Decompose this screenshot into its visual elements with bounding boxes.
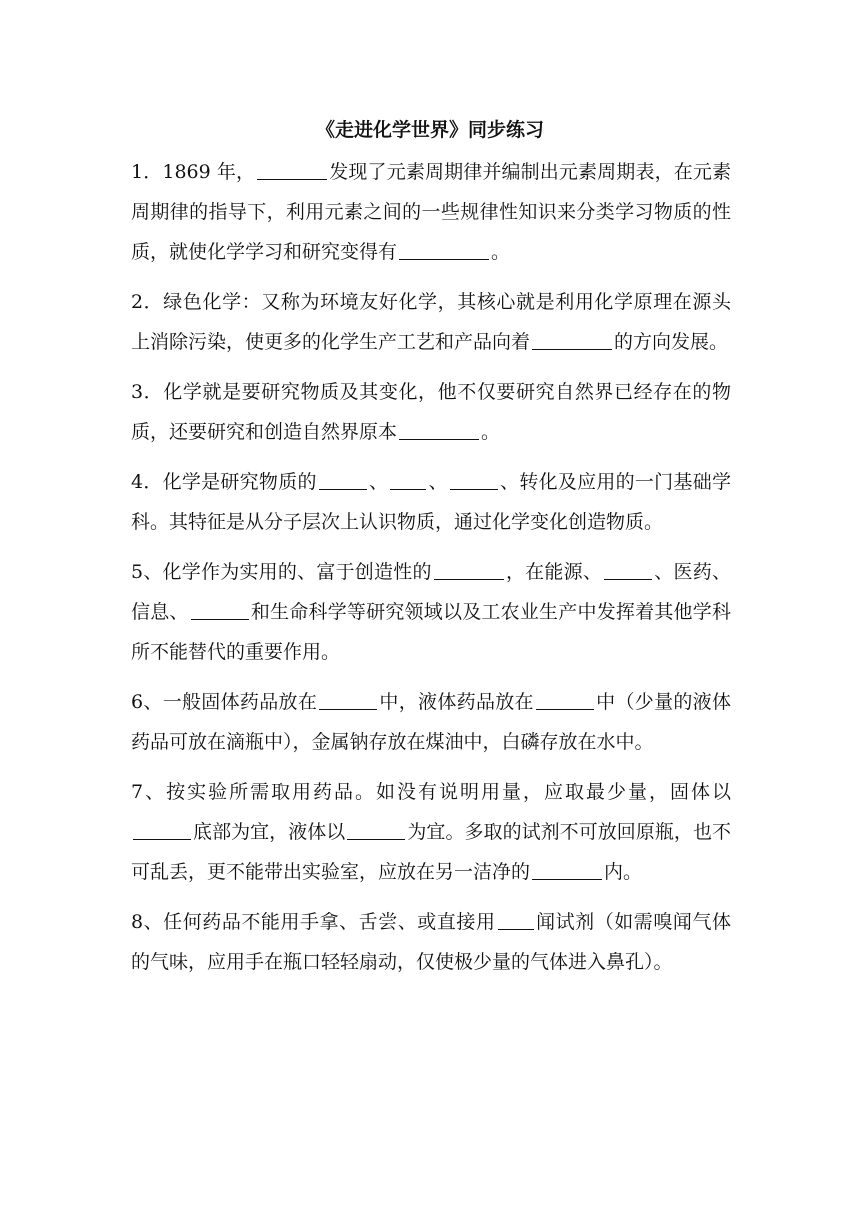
question-text: 1．1869 年， [131, 161, 256, 183]
question-text: 中（少量的液体药品可放在滴瓶中），金属钠存放在煤油中，白磷存放在水中。 [131, 691, 731, 753]
answer-blank[interactable] [604, 561, 652, 580]
question-text: 2．绿色化学：又称为环境友好化学，其核心就是利用化学原理在源头上消除污染，使更多的化学生产工艺和产品向着 [131, 291, 731, 353]
question-4 [131, 462, 731, 542]
question-2 [131, 282, 731, 362]
question-text: 8、任何药品不能用手拿、舌尝、或直接用 [131, 911, 496, 933]
page-title: 《走进化学世界》同步练习 [315, 119, 544, 141]
question-1 [131, 152, 731, 272]
question-text: 发现了元素周期律并编制出元素周期表，在元素周期律的指导下，利用元素之间的一些规律性知识来分类学习物质的性质，就使化学学习和研究变得有 [131, 161, 731, 263]
answer-blank[interactable] [319, 471, 367, 490]
question-text: 6、一般固体药品放在 [131, 691, 318, 713]
question-text: 和生命科学等研究领域以及工农业生产中发挥着其他学科所不能替代的重要作用。 [131, 601, 731, 663]
question-text: 内。 [604, 861, 643, 883]
answer-blank[interactable] [347, 821, 405, 840]
answer-blank[interactable] [450, 471, 498, 490]
question-text: 4．化学是研究物质的 [131, 471, 317, 493]
question-text: 、医药、信息、 [131, 561, 731, 623]
question-8 [131, 902, 731, 982]
answer-blank[interactable] [133, 821, 191, 840]
question-3 [131, 372, 731, 452]
answer-blank[interactable] [390, 471, 426, 490]
question-text: 为宜。多取的试剂不可放回原瓶，也不可乱丢，更不能带出实验室，应放在另一洁净的 [131, 821, 731, 883]
question-text: 中，液体药品放在 [379, 691, 534, 713]
question-5 [131, 552, 731, 672]
question-text: 、 [368, 471, 389, 493]
question-text: 。 [481, 421, 501, 443]
questions-list [131, 152, 731, 992]
question-6 [131, 682, 731, 762]
question-text: 底部为宜，液体以 [193, 821, 346, 843]
answer-blank[interactable] [399, 241, 489, 260]
question-text: 的方向发展。 [614, 331, 729, 353]
question-text: 。 [491, 241, 511, 263]
question-7 [131, 772, 731, 892]
question-text: ，在能源、 [505, 561, 603, 583]
question-text: 3．化学就是要研究物质及其变化，他不仅要研究自然界已经存在的物质，还要研究和创造自然界原本 [131, 381, 731, 443]
question-text: 、转化及应用的一门基础学科。其特征是从分子层次上认识物质，通过化学变化创造物质。 [131, 471, 731, 533]
question-text: 7、按实验所需取用药品。如没有说明用量，应取最少量，固体以 [131, 781, 731, 803]
answer-blank[interactable] [434, 561, 504, 580]
answer-blank[interactable] [532, 861, 602, 880]
answer-blank[interactable] [399, 421, 479, 440]
answer-blank[interactable] [498, 911, 534, 930]
question-text: 闻试剂（如需嗅闻气体的气味，应用手在瓶口轻轻扇动，仅使极少量的气体进入鼻孔）。 [131, 911, 731, 973]
answer-blank[interactable] [191, 601, 249, 620]
question-text: 5、化学作为实用的、富于创造性的 [131, 561, 432, 583]
answer-blank[interactable] [536, 691, 594, 710]
answer-blank[interactable] [319, 691, 377, 710]
answer-blank[interactable] [257, 161, 327, 180]
question-text: 、 [428, 471, 448, 493]
answer-blank[interactable] [532, 331, 612, 350]
